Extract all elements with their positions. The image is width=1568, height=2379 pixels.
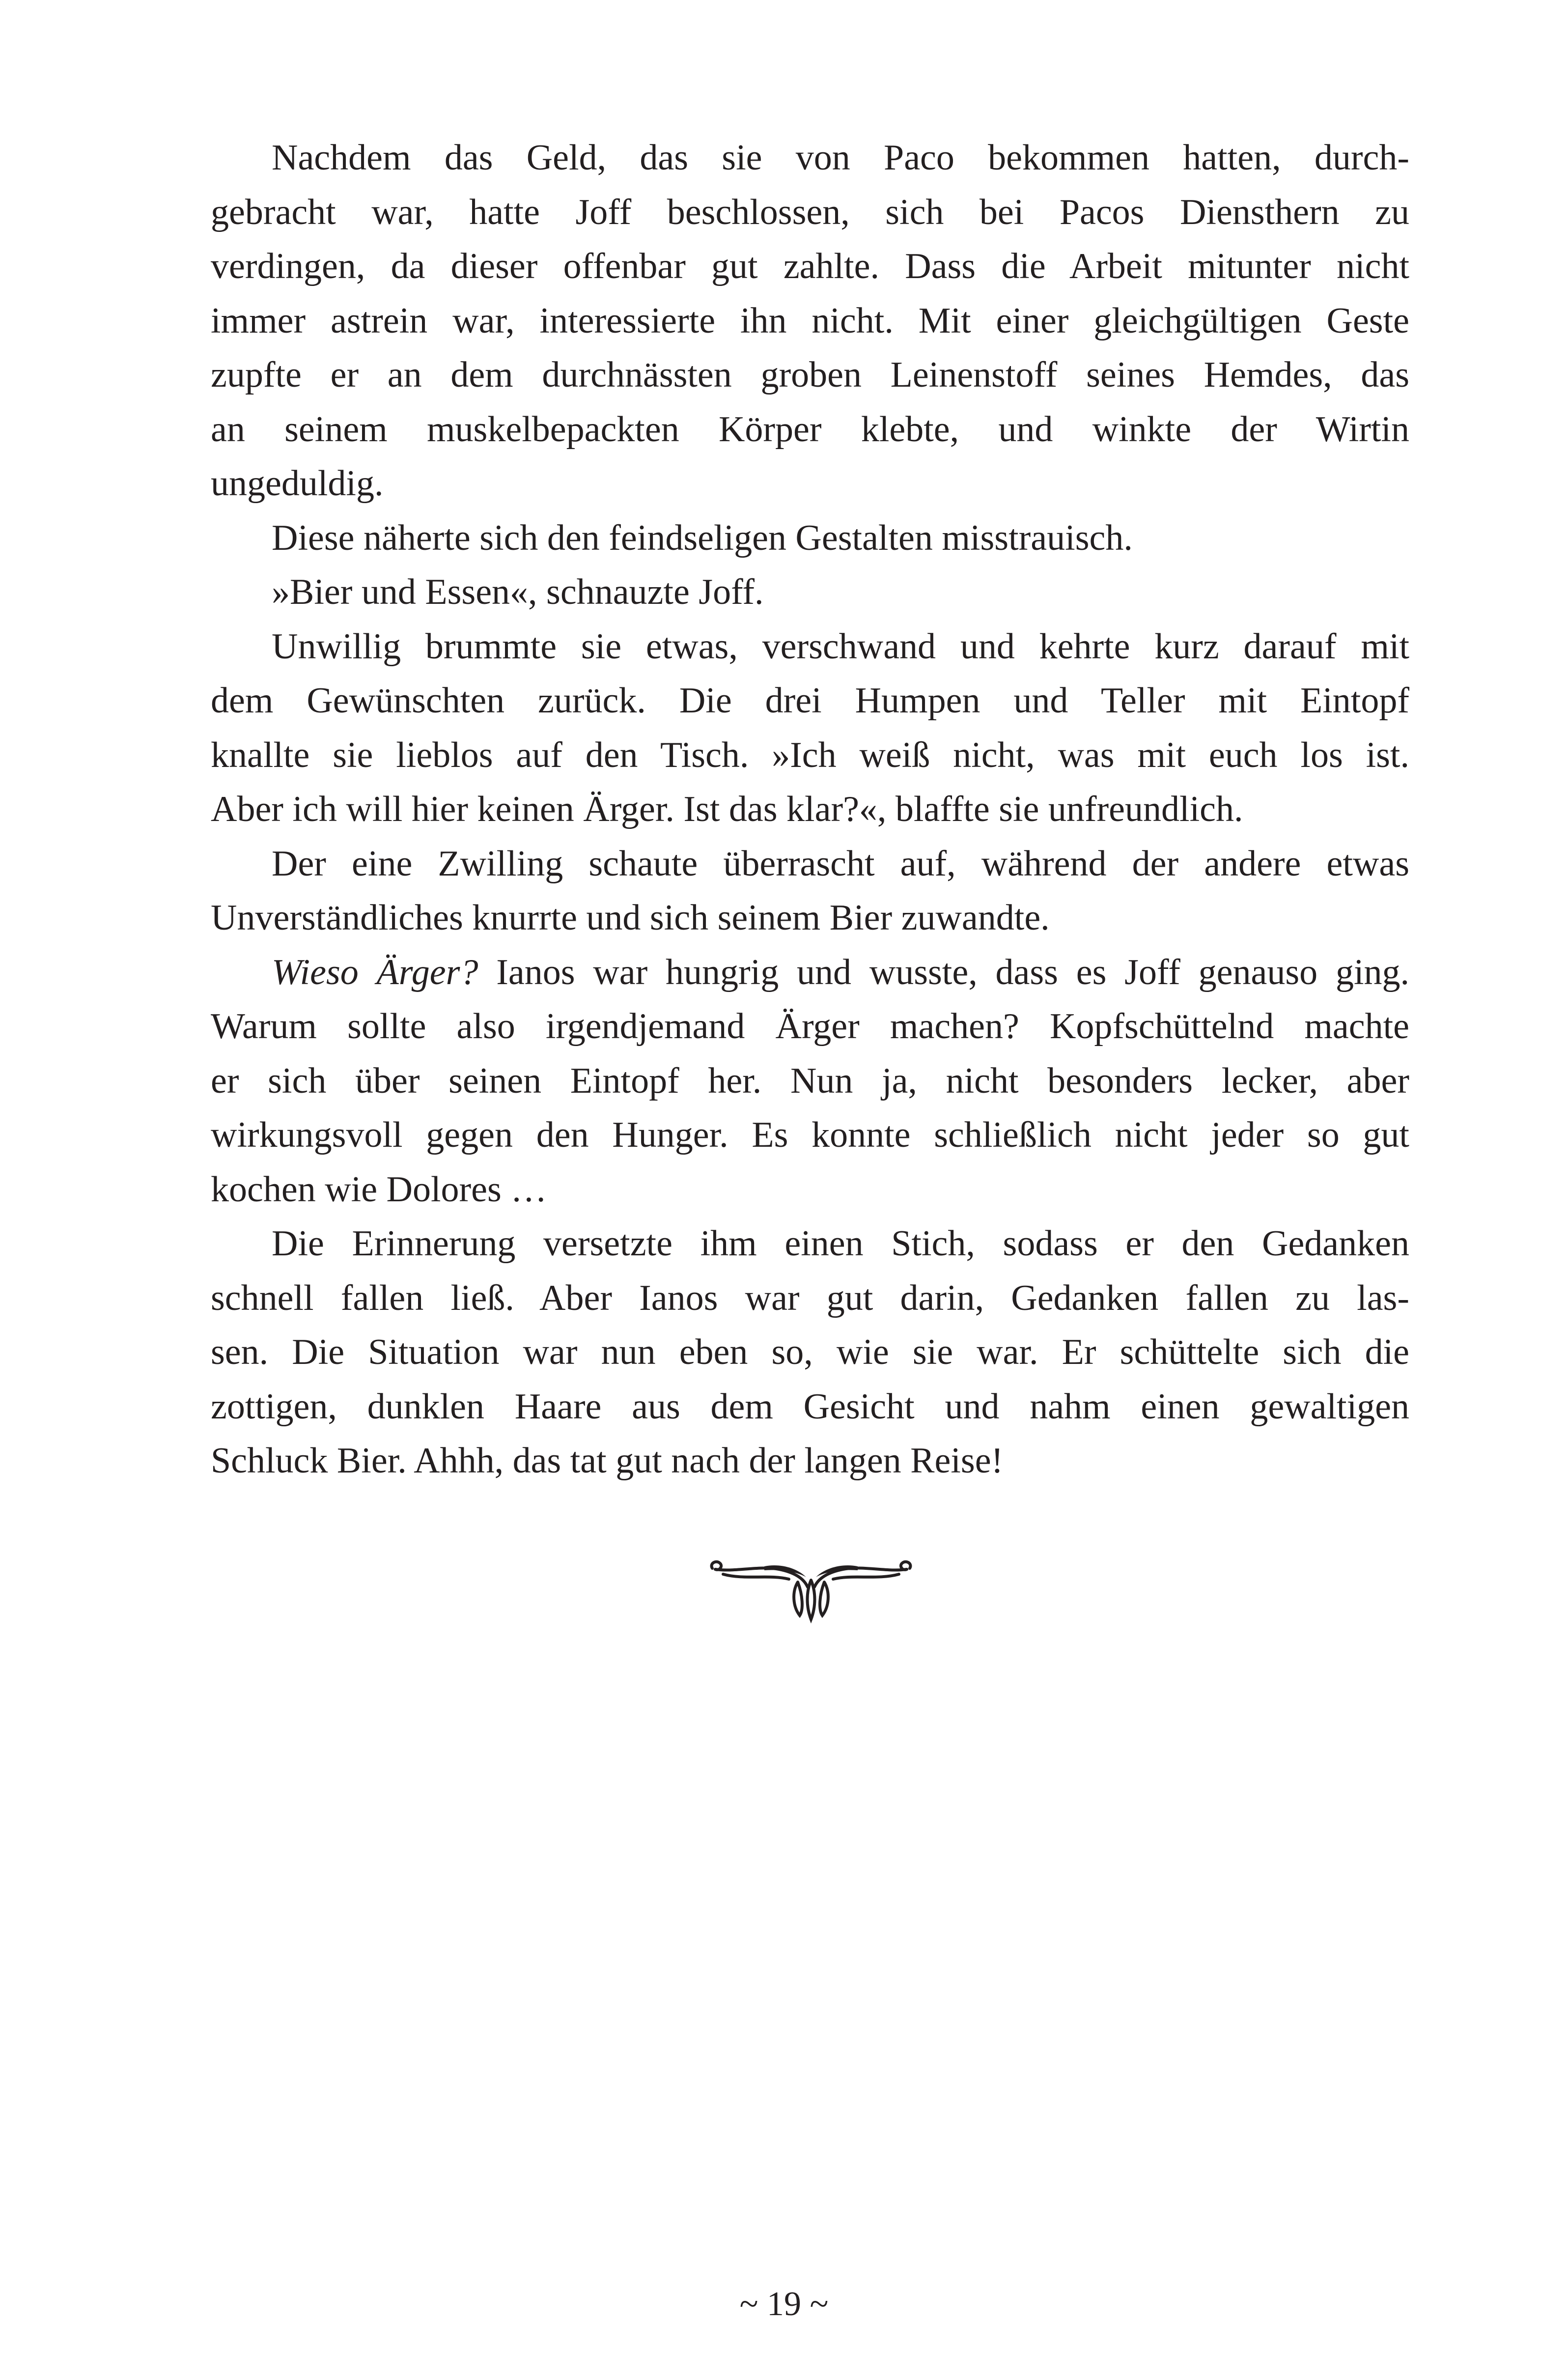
- body-text: [211, 131, 1409, 1488]
- paragraph-6: [211, 945, 1409, 1217]
- text-line: kochen wie Dolores …: [211, 1169, 547, 1210]
- text-line: ungeduldig.: [211, 463, 384, 504]
- text-line: wirkungsvoll gegen den Hunger. Es konnte schließlich nicht jeder so gut: [211, 1115, 1409, 1155]
- paragraph-2: [211, 511, 1409, 566]
- paragraph-1: [211, 131, 1409, 511]
- text-line: »Bier und Essen«, schnauzte Joff.: [272, 572, 764, 612]
- italic-thought: Wieso Ärger?: [272, 952, 478, 992]
- text-line: dem Gewünschten zurück. Die drei Humpen und Teller mit Eintopf: [211, 680, 1409, 721]
- paragraph-3: [211, 565, 1409, 620]
- text-line: Der eine Zwilling schaute überrascht auf, während der andere etwas: [272, 843, 1409, 884]
- text-line: Diese näherte sich den feindseligen Gestalten misstrauisch.: [272, 517, 1133, 558]
- text-line: gebracht war, hatte Joff beschlossen, sich bei Pacos Diensthern zu: [211, 192, 1409, 232]
- text-line: knallte sie lieblos auf den Tisch. »Ich weiß nicht, was mit euch los ist.: [211, 735, 1409, 775]
- paragraph-7: [211, 1217, 1409, 1488]
- text-line: an seinem muskelbepackten Körper klebte, und winkte der Wirtin: [211, 409, 1409, 450]
- paragraph-4: [211, 620, 1409, 837]
- text-line: Schluck Bier. Ahhh, das tat gut nach der langen Reise!: [211, 1441, 1004, 1481]
- text-line-rest: Ianos war hungrig und wusste, dass es Joff genauso ging.: [478, 952, 1409, 992]
- text-line: Unwillig brummte sie etwas, verschwand und kehrte kurz darauf mit: [272, 626, 1409, 667]
- text-line: Nachdem das Geld, das sie von Paco bekommen hatten, durch-: [272, 138, 1409, 178]
- text-line: [211, 945, 1409, 1000]
- text-line: Aber ich will hier keinen Ärger. Ist das klar?«, blaffte sie unfreundlich.: [211, 789, 1243, 829]
- text-line: Warum sollte also irgendjemand Ärger machen? Kopfschüttelnd machte: [211, 1006, 1409, 1047]
- text-line: Die Erinnerung versetzte ihm einen Stich, sodass er den Gedanken: [272, 1223, 1409, 1264]
- flourish-ornament-icon: [705, 1553, 917, 1626]
- text-line: zottigen, dunklen Haare aus dem Gesicht und nahm einen gewaltigen: [211, 1386, 1409, 1427]
- text-line: verdingen, da dieser offenbar gut zahlte. Dass die Arbeit mitunter nicht: [211, 246, 1409, 286]
- text-line: zupfte er an dem durchnässten groben Leinenstoff seines Hemdes, das: [211, 355, 1409, 395]
- text-line: Unverständliches knurrte und sich seinem Bier zuwandte.: [211, 898, 1050, 938]
- text-line: immer astrein war, interessierte ihn nicht. Mit einer gleichgültigen Geste: [211, 300, 1409, 341]
- paragraph-5: [211, 837, 1409, 945]
- page-number: ~ 19 ~: [739, 2285, 829, 2323]
- text-line: sen. Die Situation war nun eben so, wie sie war. Er schüttelte sich die: [211, 1332, 1409, 1372]
- text-line: schnell fallen ließ. Aber Ianos war gut darin, Gedanken fallen zu las-: [211, 1277, 1409, 1318]
- text-line: er sich über seinen Eintopf her. Nun ja, nicht besonders lecker, aber: [211, 1060, 1409, 1101]
